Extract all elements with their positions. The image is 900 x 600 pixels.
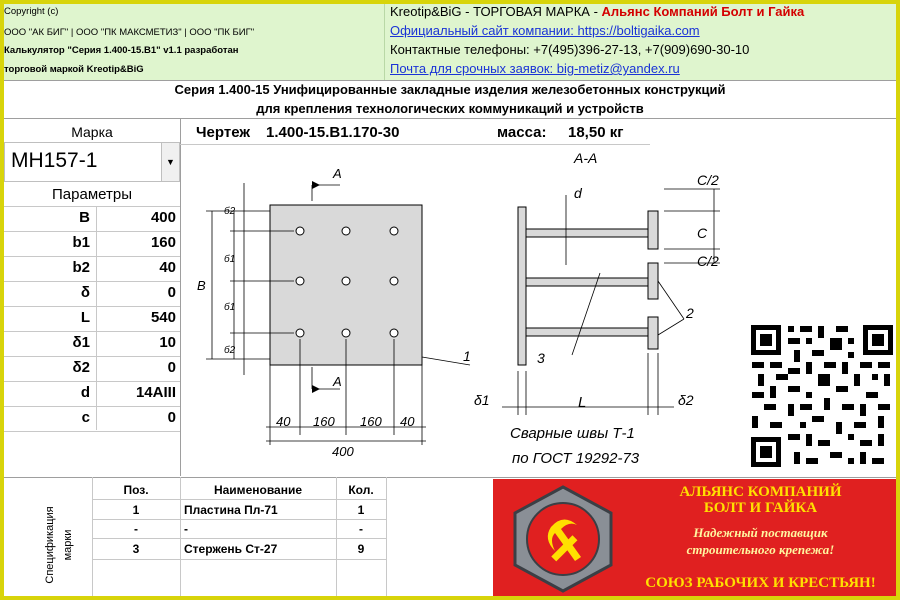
brand-name: Альянс Компаний Болт и Гайка — [601, 4, 805, 19]
param-name: B — [79, 209, 90, 226]
dim-c2-bottom: С/2 — [697, 253, 719, 269]
bottom-dim: 40 — [276, 414, 291, 429]
bottom-dim: 40 — [400, 414, 415, 429]
spec-cell-name: Пластина Пл-71 — [184, 503, 278, 517]
bottom-dim: 160 — [360, 414, 382, 429]
banner-line3: Надежный поставщик — [693, 525, 828, 540]
dim-delta2-label: δ2 — [678, 392, 694, 408]
banner-line2: БОЛТ И ГАЙКА — [703, 500, 818, 516]
row-line — [4, 406, 180, 407]
drawing-label: Чертеж — [196, 124, 250, 141]
studs-section — [526, 211, 658, 349]
spec-row-line — [92, 499, 386, 500]
dim-b1-lower: б1 — [224, 302, 236, 313]
param-value[interactable]: 400 — [150, 209, 176, 226]
spec-cell-pos: 1 — [132, 503, 140, 517]
spec-cell-pos: 3 — [132, 542, 140, 556]
series-title-line1: Серия 1.400-15 Унифицированные закладные изделия железобетонных конструкций — [174, 82, 726, 97]
param-value[interactable]: 14AIII — [135, 384, 176, 401]
dim-b1-upper: б1 — [224, 254, 236, 265]
row-line — [4, 231, 180, 232]
weld-note-2: по ГОСТ 19292-73 — [512, 450, 640, 467]
spec-side-label-1: Спецификация — [44, 506, 56, 584]
row-line — [4, 281, 180, 282]
banner-line5: СОЮЗ РАБОЧИХ И КРЕСТЬЯН! — [645, 575, 876, 591]
mass-label: масса: — [497, 124, 547, 141]
banner-line4: строительного крепежа! — [686, 542, 835, 557]
weld-note-1: Сварные швы Т-1 — [510, 425, 635, 442]
param-name: δ2 — [72, 359, 90, 376]
marka-select-value: МН157-1 — [11, 149, 98, 172]
mass-value: 18,50 кг — [568, 124, 624, 141]
spec-cell-qty: - — [359, 522, 363, 536]
spec-row-line — [92, 519, 386, 520]
header-divider — [4, 80, 896, 81]
param-value[interactable]: 0 — [167, 409, 176, 426]
section-dims — [502, 189, 720, 415]
param-value[interactable]: 0 — [167, 359, 176, 376]
dim-L-label: L — [578, 394, 587, 411]
param-name: L — [80, 309, 90, 326]
spec-row-line — [92, 538, 386, 539]
param-name: c — [81, 409, 90, 426]
series-title-line2: для крепления технологических коммуникаций и устройств — [256, 101, 644, 116]
copyright-line: Copyright (c) — [4, 6, 59, 17]
param-value[interactable]: 160 — [150, 234, 176, 251]
hex-nut-logo-icon — [499, 483, 627, 593]
marka-select[interactable] — [4, 142, 180, 182]
banner-line1: АЛЬЯНС КОМПАНИЙ — [679, 484, 842, 500]
param-name: δ1 — [72, 334, 90, 351]
param-name: b1 — [72, 234, 90, 251]
param-value[interactable]: 40 — [159, 259, 176, 276]
spec-cell-name: Стержень Ст-27 — [184, 542, 278, 556]
spec-col-divider — [386, 477, 387, 596]
email-link[interactable]: Почта для срочных заявок: big-metiz@yandex.ru — [390, 61, 680, 76]
title-divider — [4, 118, 896, 119]
technical-drawing — [180, 145, 740, 475]
brand-line — [390, 4, 804, 19]
spec-header-pos: Поз. — [123, 483, 149, 497]
row-line — [4, 431, 180, 432]
spec-header-qty: Кол. — [348, 483, 374, 497]
spec-cell-qty: 9 — [357, 542, 365, 556]
param-name: δ — [80, 284, 90, 301]
cut-arrow-bottom — [312, 385, 320, 393]
cut-label-top: А — [333, 166, 342, 181]
chevron-down-icon[interactable]: ▼ — [161, 143, 179, 181]
qr-code — [748, 322, 896, 470]
param-name: d — [80, 384, 90, 401]
trademark-line: торговой маркой Kreotip&BiG — [4, 64, 144, 75]
spec-side-label-2: марки — [62, 529, 74, 561]
spec-cell-name: - — [184, 522, 188, 536]
row-line — [4, 256, 180, 257]
param-name: b2 — [72, 259, 90, 276]
callout-1: 1 — [463, 348, 471, 364]
row-line — [4, 206, 180, 207]
promo-banner[interactable] — [493, 479, 896, 596]
param-value[interactable]: 10 — [159, 334, 176, 351]
row-line — [4, 356, 180, 357]
params-header: Параметры — [52, 186, 132, 203]
dim-b2-bottom: б2 — [224, 345, 236, 356]
spec-row-line — [92, 559, 386, 560]
spec-cell-pos: - — [134, 522, 138, 536]
marka-label: Марка — [71, 124, 113, 140]
plate-section — [518, 207, 526, 365]
drawing-number: 1.400-15.В1.170-30 — [266, 124, 400, 141]
callout-3: 3 — [537, 350, 545, 366]
callout-2: 2 — [686, 305, 694, 321]
dim-B-label: В — [197, 278, 206, 293]
row-line — [4, 331, 180, 332]
spec-header-name: Наименование — [213, 483, 303, 497]
cut-label-bottom: А — [333, 374, 342, 389]
dim-c-label: С — [697, 225, 708, 241]
param-value[interactable]: 540 — [150, 309, 176, 326]
section-label: А-А — [574, 150, 598, 166]
companies-line: ООО "АК БИГ" | ООО "ПК МАКСМЕТИЗ" | ООО "ПК БИГ" — [4, 27, 255, 38]
row-line — [4, 381, 180, 382]
dim-d-label: d — [574, 185, 582, 201]
cut-arrow-top — [312, 181, 320, 189]
bottom-dim: 160 — [313, 414, 335, 429]
site-link[interactable]: Официальный сайт компании: https://boltigaika.com — [390, 23, 700, 38]
copyright-panel — [4, 4, 385, 80]
spec-top-border — [4, 477, 896, 478]
dim-delta1-label: δ1 — [474, 392, 490, 408]
total-dim: 400 — [332, 444, 354, 459]
param-value[interactable]: 0 — [167, 284, 176, 301]
spec-cell-qty: 1 — [357, 503, 365, 517]
row-line — [4, 306, 180, 307]
dim-b2-top: б2 — [224, 206, 236, 217]
dim-c2-top: С/2 — [697, 172, 719, 188]
phones-line: Контактные телефоны: +7(495)396-27-13, +7(909)690-30-10 — [390, 42, 750, 57]
contacts-panel — [385, 4, 896, 80]
calculator-line: Калькулятор "Серия 1.400-15.В1" v1.1 разработан — [4, 45, 239, 56]
brand-prefix: Kreotip&BiG - ТОРГОВАЯ МАРКА - — [390, 4, 602, 19]
